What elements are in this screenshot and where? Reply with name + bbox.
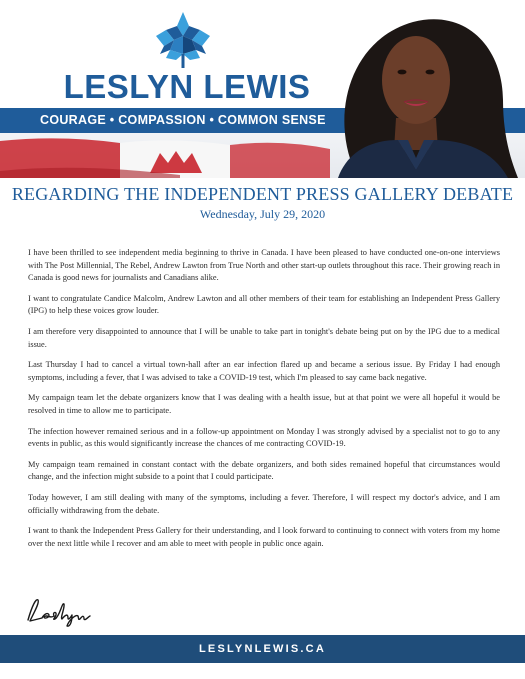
footer-bar — [0, 635, 525, 663]
campaign-tagline: COURAGE • COMPASSION • COMMON SENSE — [40, 113, 326, 127]
candidate-name: LESLYN LEWIS — [63, 68, 311, 105]
body-paragraph: My campaign team let the debate organizers know that I was dealing with a health issue, but at that point we were all hopeful it would be resolved in time to allow me to participate. — [28, 393, 500, 415]
body-paragraph: I am therefore very disappointed to announce that I will be unable to take part in tonight's debate being put on by the IPG due to a medical issue. — [28, 326, 500, 349]
website-link[interactable]: LESLYNLEWIS.CA — [199, 643, 326, 655]
body-paragraph: My campaign team remained in constant contact with the debate organizers, and both sides remained hopeful that circumstances would change, and the infection might subside to a point that I could participate. — [28, 459, 500, 482]
handwritten-signature — [22, 594, 112, 628]
maple-leaf-logo-icon — [152, 10, 214, 72]
body-paragraph: Today however, I am still dealing with many of the symptoms, including a fever. Therefore, I will respect my doctor's advice, and I am officially withdrawing from the debate. — [28, 492, 500, 515]
body-paragraph: I want to thank the Independent Press Gallery for their understanding, and I look forward to continuing to connect with voters from my home over the next little while I recover and am able to meet with people in public once again. — [28, 526, 500, 548]
candidate-portrait — [318, 0, 525, 178]
body-paragraph: I have been thrilled to see independent media beginning to thrive in Canada. I have been pleased to have conducted one-on-one interviews with The Post Millennial, The Rebel, Andrew Lawton from True North and other start-up outlets throughout this race. Their growing reach in Canada is good news for journalists and Canadians alike. — [28, 248, 500, 283]
header-banner — [0, 0, 525, 178]
release-date: Wednesday, July 29, 2020 — [199, 207, 326, 221]
letter-body — [28, 247, 500, 558]
body-paragraph: The infection however remained serious and in a follow-up appointment on Monday I was strongly advised by a specialist not to go to any events in public, as this would significantly increase the chances of me contracting COVID-19. — [28, 426, 500, 449]
body-paragraph: Last Thursday I had to cancel a virtual town-hall after an ear infection flared up and became a serious issue. By Friday I had enough symptoms, including a fever, that I was advised to take a COVID-19 test, which I'm pleased to say came back negative. — [28, 360, 500, 382]
page-title: REGARDING THE INDEPENDENT PRESS GALLERY DEBATE — [11, 184, 514, 204]
body-paragraph: I want to congratulate Candice Malcolm, Andrew Lawton and all other members of their team for establishing an Independent Press Gallery (IPG) to help these voices grow louder. — [28, 293, 500, 316]
